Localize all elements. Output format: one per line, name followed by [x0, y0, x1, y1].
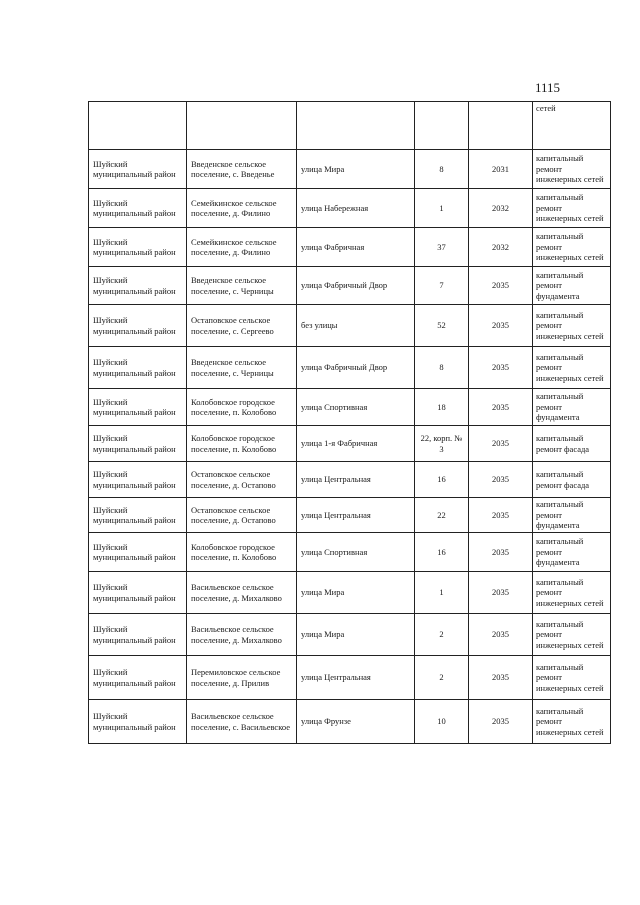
work-cell: капитальный ремонт фасада [533, 426, 611, 462]
table-row [89, 700, 611, 744]
work-cell: капитальный ремонт инженерных сетей [533, 572, 611, 614]
district-cell [89, 102, 187, 150]
street-cell: улица 1-я Фабричная [297, 426, 415, 462]
table-row-continued [89, 102, 611, 150]
district-cell: Шуйский муниципальный район [89, 533, 187, 572]
street-cell: улица Мира [297, 150, 415, 189]
settlement-cell: Перемиловское сельское поселение, д. Прилив [187, 656, 297, 700]
table-row [89, 614, 611, 656]
settlement-cell: Семейкинское сельское поселение, д. Филино [187, 228, 297, 267]
year-cell: 2035 [469, 347, 533, 389]
work-cell: капитальный ремонт инженерных сетей [533, 347, 611, 389]
year-cell: 2035 [469, 426, 533, 462]
work-cell: капитальный ремонт инженерных сетей [533, 228, 611, 267]
settlement-cell: Введенское сельское поселение, с. Черницы [187, 267, 297, 305]
table-body [89, 102, 611, 744]
district-cell: Шуйский муниципальный район [89, 462, 187, 498]
work-cell: капитальный ремонт фасада [533, 462, 611, 498]
district-cell: Шуйский муниципальный район [89, 228, 187, 267]
house-cell: 52 [415, 305, 469, 347]
table-row [89, 228, 611, 267]
street-cell: улица Фабричный Двор [297, 347, 415, 389]
work-cell: сетей [533, 102, 611, 150]
district-cell: Шуйский муниципальный район [89, 426, 187, 462]
house-cell: 10 [415, 700, 469, 744]
year-cell: 2035 [469, 614, 533, 656]
settlement-cell: Васильевское сельское поселение, д. Михалково [187, 572, 297, 614]
house-cell: 16 [415, 462, 469, 498]
work-cell: капитальный ремонт инженерных сетей [533, 189, 611, 228]
work-cell: капитальный ремонт инженерных сетей [533, 614, 611, 656]
year-cell: 2035 [469, 389, 533, 426]
settlement-cell [187, 102, 297, 150]
table-row [89, 426, 611, 462]
housing-repair-table [88, 101, 611, 744]
district-cell: Шуйский муниципальный район [89, 498, 187, 533]
settlement-cell: Васильевское сельское поселение, с. Васильевское [187, 700, 297, 744]
work-cell: капитальный ремонт инженерных сетей [533, 305, 611, 347]
street-cell: улица Набережная [297, 189, 415, 228]
street-cell [297, 102, 415, 150]
house-cell: 16 [415, 533, 469, 572]
district-cell: Шуйский муниципальный район [89, 656, 187, 700]
work-cell: капитальный ремонт фундамента [533, 533, 611, 572]
table-row [89, 533, 611, 572]
year-cell: 2035 [469, 700, 533, 744]
year-cell: 2035 [469, 305, 533, 347]
settlement-cell: Васильевское сельское поселение, д. Михалково [187, 614, 297, 656]
street-cell: улица Фабричный Двор [297, 267, 415, 305]
house-cell: 8 [415, 150, 469, 189]
table-row [89, 150, 611, 189]
table-row [89, 189, 611, 228]
district-cell: Шуйский муниципальный район [89, 150, 187, 189]
district-cell: Шуйский муниципальный район [89, 614, 187, 656]
house-cell: 18 [415, 389, 469, 426]
year-cell: 2032 [469, 228, 533, 267]
year-cell: 2035 [469, 533, 533, 572]
year-cell: 2031 [469, 150, 533, 189]
district-cell: Шуйский муниципальный район [89, 389, 187, 426]
settlement-cell: Колобовское городское поселение, п. Колобово [187, 426, 297, 462]
district-cell: Шуйский муниципальный район [89, 189, 187, 228]
house-cell: 2 [415, 614, 469, 656]
house-cell: 22 [415, 498, 469, 533]
district-cell: Шуйский муниципальный район [89, 267, 187, 305]
settlement-cell: Введенское сельское поселение, с. Черницы [187, 347, 297, 389]
settlement-cell: Остаповское сельское поселение, с. Сергеево [187, 305, 297, 347]
house-cell: 7 [415, 267, 469, 305]
street-cell: улица Центральная [297, 498, 415, 533]
house-cell: 37 [415, 228, 469, 267]
year-cell: 2035 [469, 498, 533, 533]
house-cell: 2 [415, 656, 469, 700]
table-row [89, 389, 611, 426]
table-row [89, 572, 611, 614]
year-cell: 2035 [469, 462, 533, 498]
work-cell: капитальный ремонт фундамента [533, 267, 611, 305]
year-cell [469, 102, 533, 150]
settlement-cell: Колобовское городское поселение, п. Колобово [187, 533, 297, 572]
table-row [89, 462, 611, 498]
settlement-cell: Колобовское городское поселение, п. Колобово [187, 389, 297, 426]
work-cell: капитальный ремонт инженерных сетей [533, 150, 611, 189]
district-cell: Шуйский муниципальный район [89, 305, 187, 347]
street-cell: улица Центральная [297, 462, 415, 498]
street-cell: улица Центральная [297, 656, 415, 700]
district-cell: Шуйский муниципальный район [89, 700, 187, 744]
street-cell: улица Спортивная [297, 389, 415, 426]
street-cell: улица Фрунзе [297, 700, 415, 744]
district-cell: Шуйский муниципальный район [89, 572, 187, 614]
table-row [89, 656, 611, 700]
table-row [89, 347, 611, 389]
year-cell: 2035 [469, 656, 533, 700]
work-cell: капитальный ремонт инженерных сетей [533, 656, 611, 700]
settlement-cell: Семейкинское сельское поселение, д. Филино [187, 189, 297, 228]
page-number: 1115 [535, 80, 561, 95]
street-cell: улица Спортивная [297, 533, 415, 572]
settlement-cell: Остаповское сельское поселение, д. Остапово [187, 462, 297, 498]
settlement-cell: Введенское сельское поселение, с. Введенье [187, 150, 297, 189]
work-cell: капитальный ремонт фундамента [533, 498, 611, 533]
work-cell: капитальный ремонт инженерных сетей [533, 700, 611, 744]
work-cell: капитальный ремонт фундамента [533, 389, 611, 426]
district-cell: Шуйский муниципальный район [89, 347, 187, 389]
settlement-cell: Остаповское сельское поселение, д. Остапово [187, 498, 297, 533]
year-cell: 2035 [469, 267, 533, 305]
year-cell: 2032 [469, 189, 533, 228]
street-cell: улица Фабричная [297, 228, 415, 267]
street-cell: улица Мира [297, 614, 415, 656]
table-row [89, 305, 611, 347]
house-cell [415, 102, 469, 150]
house-cell: 8 [415, 347, 469, 389]
house-cell: 1 [415, 572, 469, 614]
table-row [89, 267, 611, 305]
year-cell: 2035 [469, 572, 533, 614]
table-row [89, 498, 611, 533]
street-cell: без улицы [297, 305, 415, 347]
house-cell: 22, корп. № 3 [415, 426, 469, 462]
house-cell: 1 [415, 189, 469, 228]
street-cell: улица Мира [297, 572, 415, 614]
